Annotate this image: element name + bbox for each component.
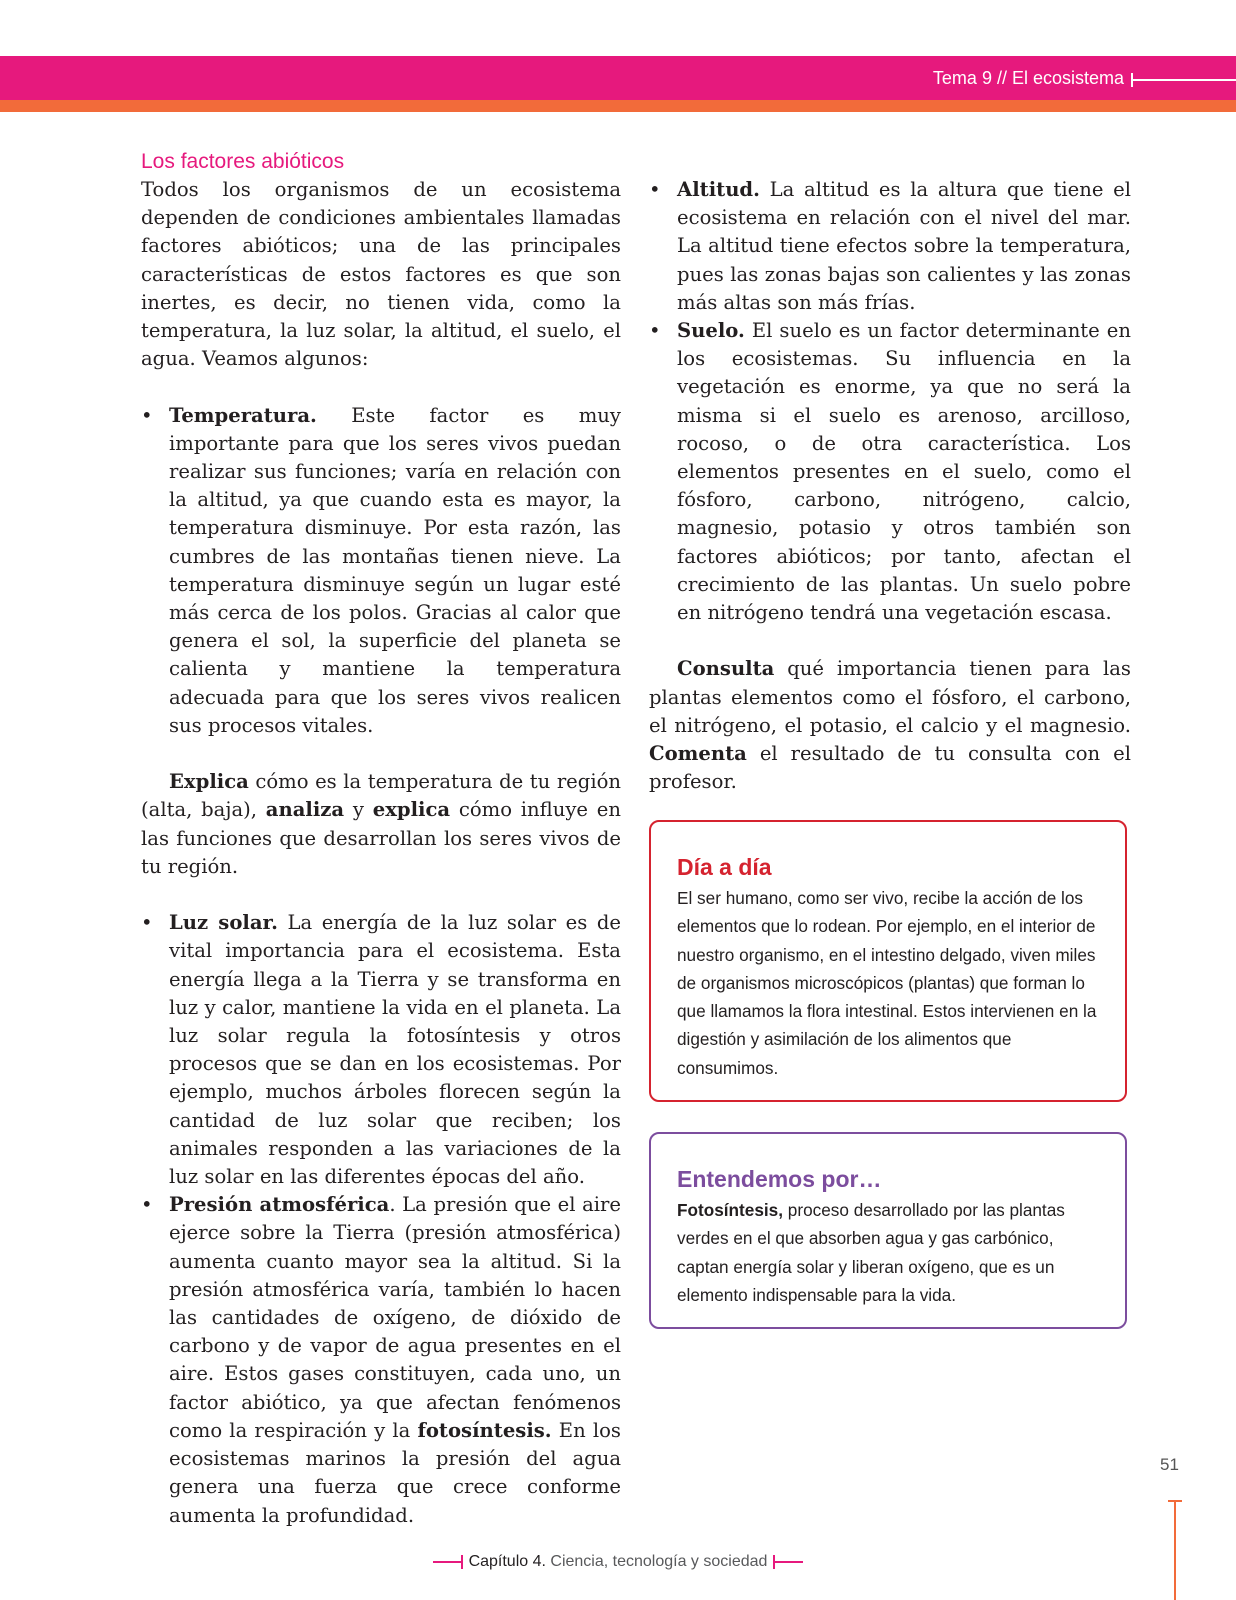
footer [0, 1550, 1236, 1574]
dia-a-dia-body: El ser humano, como ser vivo, recibe la acción de los elementos que lo rodean. Por ejemplo, en el interior de nuestro organismo, en el intestino delgado, viven miles de organismos microscópicos (plantas) que forman lo que llamamos la flora intestinal. Estos intervienen en la digestión y asimilación de los alimentos que consumimos. [677, 888, 1097, 1078]
right-column [649, 176, 1131, 796]
term-temperatura: Temperatura. [169, 403, 317, 427]
bullet-icon: • [141, 911, 153, 935]
entendemos-por-body: Fotosíntesis, proceso desarrollado por las plantas verdes en el que absorben agua y gas carbónico, captan energía solar y liberan oxígeno, que es un elemento indispensable para la vida. [677, 1200, 1065, 1305]
list-item-suelo: • Suelo. El suelo es un factor determinante en los ecosistemas. Su influencia en la vegetación es enorme, ya que no será la misma si el suelo es arenoso, arcilloso, rocoso, o de otra característica. Los elementos presentes en el suelo, como el fósforo, carbono, nitrógeno, calcio, magnesio, potasio y otros también son factores abióticos; por tanto, afectan el crecimiento de las plantas. Un suelo pobre en nitrógeno tendrá una vegetación escasa. [649, 317, 1131, 627]
header-rule [1131, 79, 1236, 81]
footer-rule-right [773, 1561, 803, 1563]
entendemos-por-box [649, 1132, 1127, 1329]
bullet-icon: • [141, 1193, 153, 1217]
footer-rule-left [433, 1561, 463, 1563]
list-item-altitud: • Altitud. La altitud es la altura que tiene el ecosistema en relación con el nivel del mar. La altitud tiene efectos sobre la temperatura, pues las zonas bajas son calientes y las zonas más altas son más frías. [649, 176, 1131, 317]
footer-subtitle: Ciencia, tecnología y sociedad [545, 1553, 768, 1570]
term-presion: Presión atmosférica [169, 1193, 390, 1217]
header-accent-stripe [0, 100, 1236, 112]
section-heading: Los factores abióticos [141, 150, 345, 173]
footer-chapter: Capítulo 4. [468, 1553, 546, 1570]
term-altitud: Altitud. [677, 178, 760, 201]
activity-paragraph: Explica cómo es la temperatura de tu región (alta, baja), analiza y explica cómo influye en las funciones que desarrollan los seres vivos de tu región. [141, 770, 622, 878]
entendemos-por-title: Entendemos por… [677, 1166, 882, 1192]
dia-a-dia-title: Día a día [677, 854, 772, 880]
list-item-luz-solar: • Luz solar. La energía de la luz solar es de vital importancia para el ecosistema. Esta energía llega a la Tierra y se transforma en luz y calor, mantiene la vida en el planeta. La luz solar regula la fotosíntesis y otros procesos que se dan en los ecosistemas. Por ejemplo, muchos árboles florecen según la cantidad de luz solar que reciben; los animales responden a las variaciones de la luz solar en las diferentes épocas del año. [141, 909, 621, 1191]
consulta-paragraph: Consulta qué importancia tienen para las plantas elementos como el fósforo, el carbono, el nitrógeno, el potasio, el calcio y el magnesio. Comenta el resultado de tu consulta con el profesor. [649, 657, 1131, 794]
term-suelo: Suelo. [677, 319, 745, 343]
term-luz-solar: Luz solar. [169, 911, 278, 935]
left-column [141, 148, 621, 1530]
dia-a-dia-box [649, 820, 1127, 1102]
term-fotosintesis: Fotosíntesis, [677, 1200, 784, 1220]
intro-paragraph: Todos los organismos de un ecosistema dependen de condiciones ambientales llamadas factores abióticos; una de las principales características de estos factores es que son inertes, es decir, no tienen vida, como la temperatura, la luz solar, la altitud, el suelo, el agua. Veamos algunos: [141, 178, 621, 371]
page-number: 51 [1160, 1455, 1179, 1474]
bullet-icon: • [649, 178, 661, 201]
list-item-presion: • Presión atmosférica. La presión que el aire ejerce sobre la Tierra (presión atmosférica) aumenta cuanto mayor sea la altitud. Si la presión atmosférica varía, también lo hacen las cantidades de oxígeno, de dióxido de carbono y de vapor de agua presentes en el aire. Estos gases constituyen, cada uno, un factor abiótico, ya que afectan fenómenos como la respiración y la fotosíntesis. En los ecosistemas marinos la presión del agua genera una fuerza que crece conforme aumenta la profundidad. [141, 1191, 621, 1529]
bullet-icon: • [141, 403, 153, 427]
footer-text [469, 1553, 768, 1571]
list-item-temperatura: • Temperatura. Este factor es muy importante para que los seres vivos puedan realizar sus funciones; varía en relación con la altitud, ya que cuando esta es mayor, la temperatura disminuye. Por esta razón, las cumbres de las montañas tienen nieve. La temperatura disminuye según un lugar esté más cerca de los polos. Gracias al calor que genera el sol, la superficie del planeta se calienta y mantiene la temperatura adecuada para que los seres vivos realicen sus procesos vitales. [141, 402, 621, 740]
chapter-topic-title: Tema 9 // El ecosistema [932, 68, 1124, 88]
bullet-icon: • [649, 319, 661, 343]
